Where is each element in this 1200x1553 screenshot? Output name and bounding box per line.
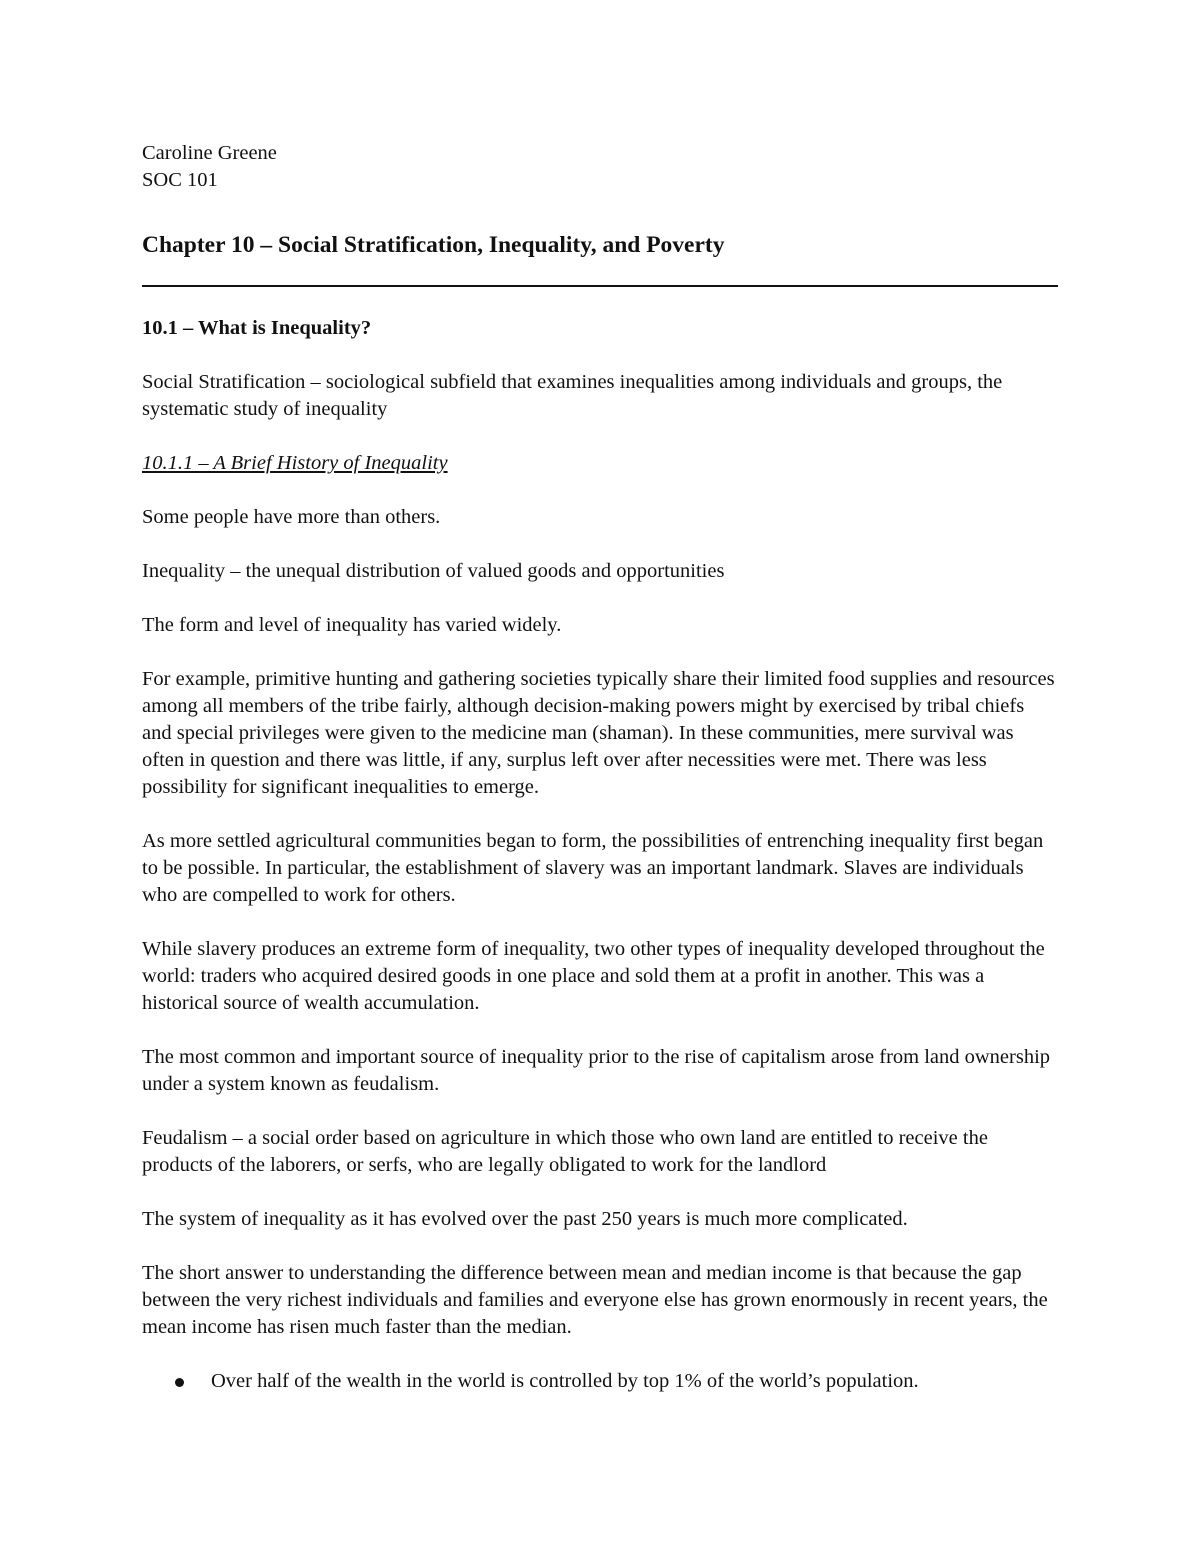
paragraph: Some people have more than others. bbox=[142, 506, 441, 528]
definition-social-stratification: Social Stratification – sociological subfield that examines inequalities among individuals and groups, the systematic study of inequality bbox=[142, 371, 1003, 420]
author-name: Caroline Greene bbox=[142, 142, 277, 164]
list-item bbox=[142, 1368, 1058, 1395]
list-item-text: Over half of the wealth in the world is controlled by top 1% of the world’s population. bbox=[211, 1370, 919, 1392]
definition-inequality: Inequality – the unequal distribution of valued goods and opportunities bbox=[142, 560, 725, 582]
chapter-title: Chapter 10 – Social Stratification, Inequality, and Poverty bbox=[142, 232, 725, 258]
paragraph: The system of inequality as it has evolved over the past 250 years is much more complicated. bbox=[142, 1208, 908, 1230]
paragraph: For example, primitive hunting and gathering societies typically share their limited food supplies and resources among all members of the tribe fairly, although decision-making powers might by exercised by tribal chiefs and special privileges were given to the medicine man (shaman). In these communities, mere survival was often in question and there was little, if any, surplus left over after necessities were met. There was less possibility for significant inequalities to emerge. bbox=[142, 668, 1055, 798]
paragraph: The short answer to understanding the difference between mean and median income is that because the gap between the very richest individuals and families and everyone else has grown enormously in recent years, the mean income has risen much faster than the median. bbox=[142, 1262, 1048, 1338]
bullet-icon bbox=[175, 1378, 184, 1387]
definition-feudalism: Feudalism – a social order based on agriculture in which those who own land are entitled to receive the products of the laborers, or serfs, who are legally obligated to work for the landlord bbox=[142, 1127, 988, 1176]
paragraph: As more settled agricultural communities began to form, the possibilities of entrenching inequality first began to be possible. In particular, the establishment of slavery was an important landmark. Slaves are individuals who are compelled to work for others. bbox=[142, 830, 1044, 906]
paragraph: The most common and important source of inequality prior to the rise of capitalism arose from land ownership under a system known as feudalism. bbox=[142, 1046, 1051, 1095]
section-heading: 10.1 – What is Inequality? bbox=[142, 317, 372, 339]
subsection-heading: 10.1.1 – A Brief History of Inequality bbox=[142, 452, 448, 474]
course-code: SOC 101 bbox=[142, 169, 218, 191]
title-divider bbox=[142, 285, 1058, 287]
paragraph: The form and level of inequality has varied widely. bbox=[142, 614, 562, 636]
paragraph: While slavery produces an extreme form of inequality, two other types of inequality developed throughout the world: traders who acquired desired goods in one place and sold them at a profit in another. This was a historical source of wealth accumulation. bbox=[142, 938, 1045, 1014]
document-body bbox=[142, 140, 1058, 1395]
bullet-list bbox=[142, 1368, 1058, 1395]
